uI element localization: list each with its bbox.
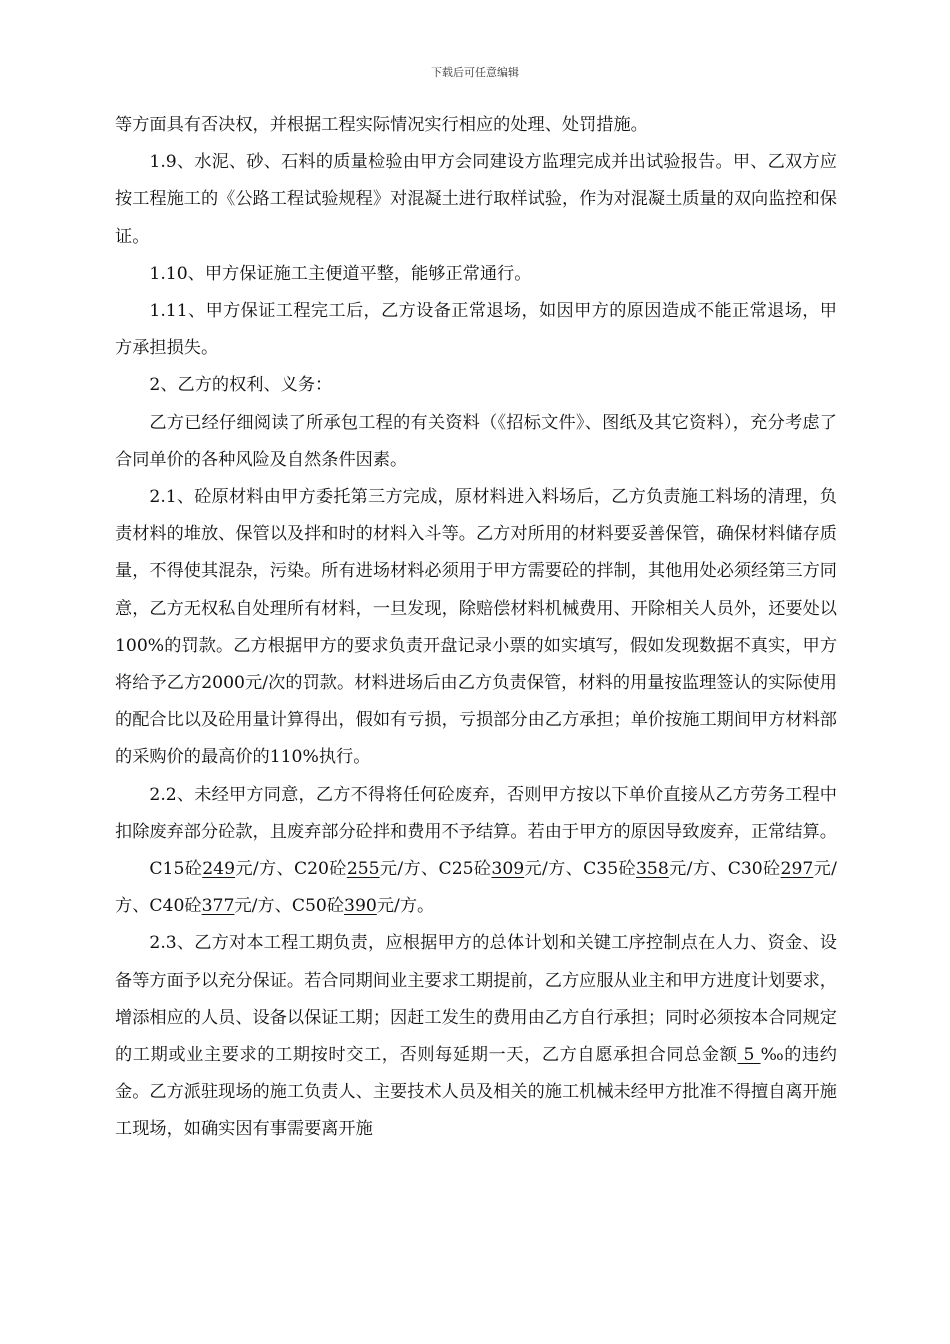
paragraph-intro-b: 乙方已经仔细阅读了所承包工程的有关资料（《招标文件》、图纸及其它资料），充分考虑了合同单价的各种风险及自然条件因素。 bbox=[115, 412, 837, 470]
penalty-rate: 5 bbox=[737, 1045, 761, 1066]
price-unit: 元/方 bbox=[234, 896, 275, 917]
c40-label: C40砼 bbox=[149, 896, 202, 917]
price-unit: 元/方 bbox=[524, 859, 566, 880]
c50-label: C50砼 bbox=[291, 896, 345, 917]
separator: 、 bbox=[132, 896, 150, 917]
c30-label: C30砼 bbox=[727, 859, 781, 880]
separator: 、 bbox=[421, 859, 439, 880]
c35-label: C35砼 bbox=[583, 859, 636, 880]
c15-price: 249 bbox=[202, 859, 236, 880]
paragraph-1-11: 1.11、甲方保证工程完工后，乙方设备正常退场，如因甲方的原因造成不能正常退场，甲方承担损失。 bbox=[115, 301, 837, 359]
concrete-price-list bbox=[115, 851, 837, 925]
c50-price: 390 bbox=[344, 896, 377, 917]
document-body bbox=[115, 107, 837, 1149]
c30-price: 297 bbox=[780, 859, 814, 880]
paragraph-1-9: 1.9、水泥、砂、石料的质量检验由甲方会同建设方监理完成并出试验报告。甲、乙双方应按工程施工的《公路工程试验规程》对混凝土进行取样试验，作为对混凝土质量的双向监控和保证。 bbox=[115, 152, 837, 247]
c40-price: 377 bbox=[201, 896, 235, 917]
separator: 、 bbox=[565, 859, 584, 880]
sentence-end: 。 bbox=[417, 896, 435, 917]
paragraph-2-2: 2.2、未经甲方同意，乙方不得将任何砼废弃，否则甲方按以下单价直接从乙方劳务工程中扣除废弃部分砼款，且废弃部分砼拌和费用不予结算。若由于甲方的原因导致废弃，正常结算。 bbox=[115, 784, 837, 842]
c20-label: C20砼 bbox=[293, 859, 347, 880]
price-unit: 元/方 bbox=[376, 896, 418, 917]
paragraph-continuation: 等方面具有否决权，并根据工程实际情况实行相应的处理、处罚措施。 bbox=[115, 115, 648, 135]
c20-price: 255 bbox=[346, 859, 380, 880]
price-unit: 元/方 bbox=[115, 859, 837, 917]
price-unit: 元/方 bbox=[668, 859, 711, 880]
page-header-note: 下载后可任意编辑 bbox=[431, 66, 519, 79]
separator: 、 bbox=[276, 859, 294, 880]
paragraph-1-10: 1.10、甲方保证施工主便道平整，能够正常通行。 bbox=[149, 263, 532, 284]
c25-price: 309 bbox=[491, 859, 525, 880]
price-unit: 元/方 bbox=[235, 859, 277, 880]
paragraph-2-1: 2.1、砼原材料由甲方委托第三方完成，原材料进入料场后，乙方负责施工料场的清理，负责材料的堆放、保管以及拌和时的材料入斗等。乙方对所用的材料要妥善保管，确保材料储存质量，不得使其混杂，污染。所有进场材料必须用于甲方需要砼的拌制，其他用处必须经第三方同意，乙方无权私自处理所有材料，一旦发现，除赔偿材料机械费用、开除相关人员外，还要处以100%的罚款。乙方根据甲方的要求负责开盘记录小票的如实填写，假如发现数据不真实，甲方将给予乙方2000元/次的罚款。材料进场后由乙方负责保管，材料的用量按监理签认的实际使用的配合比以及砼用量计算得出，假如有亏损，亏损部分由乙方承担；单价按施工期间甲方材料部的采购价的最高价的110%执行。 bbox=[115, 487, 837, 768]
separator: 、 bbox=[274, 896, 292, 917]
paragraph-2-3-text-cont: ‰的违约金。乙方派驻现场的施工负责人、主要技术人员及相关的施工机械未经甲方批准不得擅自离开施工现场，如确实因有事需要离开施 bbox=[115, 1045, 837, 1140]
paragraph-2-3 bbox=[115, 925, 837, 1148]
section-heading-2: 2、乙方的权利、义务： bbox=[149, 375, 333, 396]
c35-price: 358 bbox=[635, 859, 669, 880]
price-unit: 元/方 bbox=[379, 859, 422, 880]
paragraph-2-3-text: 2.3、乙方对本工程工期负责，应根据甲方的总体计划和关键工序控制点在人力、资金、设备等方面予以充分保证。若合同期间业主要求工期提前，乙方应服从业主和甲方进度计划要求，增添相应的人员、设备以保证工期；因赶工发生的费用由乙方自行承担；同时必须按本合同规定的工期或业主要求的工期按时交工，否则每延期一天，乙方自愿承担合同总金额 bbox=[115, 933, 837, 1066]
c25-label: C25砼 bbox=[438, 859, 492, 880]
c15-label: C15砼 bbox=[149, 859, 203, 880]
separator: 、 bbox=[710, 859, 728, 880]
